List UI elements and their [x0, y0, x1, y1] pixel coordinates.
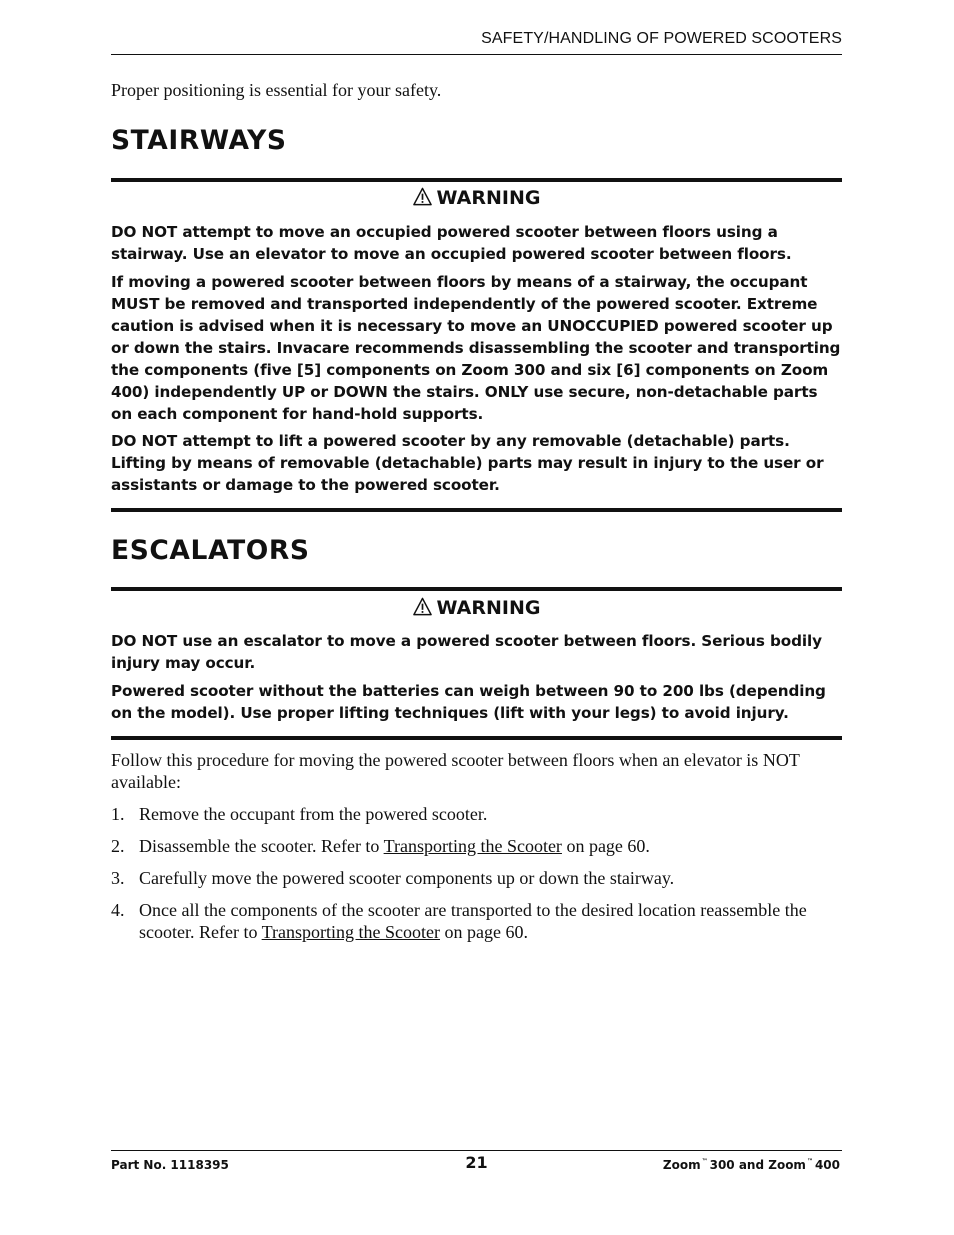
step-text-suffix: on page 60. [561, 836, 650, 856]
intro-text: Proper positioning is essential for your safety. [111, 80, 442, 100]
list-item [111, 899, 842, 943]
do-not-lead: DO NOT [111, 632, 178, 650]
section-title-escalators: ESCALATORS [111, 535, 310, 566]
model-zoom: Zoom [662, 1158, 701, 1172]
step-number: 1. [111, 804, 125, 824]
warning-triangle-icon [413, 187, 432, 206]
step-text: Carefully move the powered scooter components up or down the stairway. [139, 868, 675, 888]
warning-paragraph: Powered scooter without the batteries can weigh between 90 to 200 lbs (depending on the model). Use proper lifting techniques (lift with your legs) to avoid injury. [111, 682, 826, 722]
step-text: Disassemble the scooter. Refer to [139, 836, 384, 856]
header-rule [111, 54, 842, 55]
step-number: 3. [111, 868, 125, 888]
warning-label: WARNING [436, 597, 541, 619]
warning-paragraph: If moving a powered scooter between floors by means of a stairway, the occupant MUST be removed and transported independently of the powered scooter. Extreme caution is advised when it is necessary to move an UNOCCUPIED powered scooter up or down the stairs. Invacare recommends disassembling the scooter and transporting the components (five [5] components on Zoom 300 and six [6] components on Zoom 400) independently UP or DOWN the stairs. ONLY use secure, non-detachable parts on each component for hand-hold supports. [111, 273, 841, 423]
list-item [111, 803, 842, 825]
list-item [111, 835, 842, 857]
do-not-lead: DO NOT [111, 432, 178, 450]
warning-paragraph [111, 430, 842, 496]
step-text: Remove the occupant from the powered scooter. [139, 804, 488, 824]
model-end: 400 [814, 1158, 840, 1172]
warning-label: WARNING [436, 187, 541, 209]
procedure-steps [111, 803, 842, 953]
step-number: 4. [111, 900, 125, 920]
running-header: SAFETY/HANDLING OF POWERED SCOOTERS [481, 30, 842, 47]
trademark-mark: ™ [806, 1158, 813, 1165]
do-not-lead: DO NOT [111, 223, 178, 241]
list-item [111, 867, 842, 889]
procedure-intro: Follow this procedure for moving the powered scooter between floors when an elevator is NOT available: [111, 750, 800, 792]
footer-rule [111, 1150, 842, 1151]
model-name [663, 1158, 840, 1172]
warning-top-rule [111, 178, 842, 182]
warning-triangle-icon [413, 597, 432, 616]
page-number: 21 [465, 1153, 488, 1172]
warning-top-rule [111, 587, 842, 591]
warning-bottom-rule [111, 508, 842, 512]
warning-bottom-rule [111, 736, 842, 740]
trademark-mark: ™ [701, 1158, 708, 1165]
step-text-suffix: on page 60. [439, 922, 528, 942]
warning-heading [111, 597, 842, 619]
warning-paragraph [111, 221, 842, 265]
warning-text: attempt to lift a powered scooter by any removable (detachable) parts. Lifting by means of removable (detachable) parts may result in injury to the user or assistants or damage to the powered scooter. [111, 432, 824, 494]
warning-paragraph [111, 630, 842, 674]
transporting-scooter-link[interactable]: Transporting the Scooter [261, 922, 440, 942]
warning-text: attempt to move an occupied powered scooter between floors using a stairway. Use an elevator to move an occupied powered scooter between floors. [111, 223, 792, 263]
warning-text: use an escalator to move a powered scooter between floors. Serious bodily injury may occur. [111, 632, 822, 672]
step-text: Once all the components of the scooter are transported to the desired location reassemble the scooter. Refer to [139, 900, 807, 942]
part-number: Part No. 1118395 [111, 1158, 229, 1172]
warning-heading [111, 187, 842, 209]
transporting-scooter-link[interactable]: Transporting the Scooter [383, 836, 562, 856]
step-number: 2. [111, 836, 125, 856]
model-mid: 300 and Zoom [709, 1158, 806, 1172]
section-title-stairways: STAIRWAYS [111, 125, 287, 156]
